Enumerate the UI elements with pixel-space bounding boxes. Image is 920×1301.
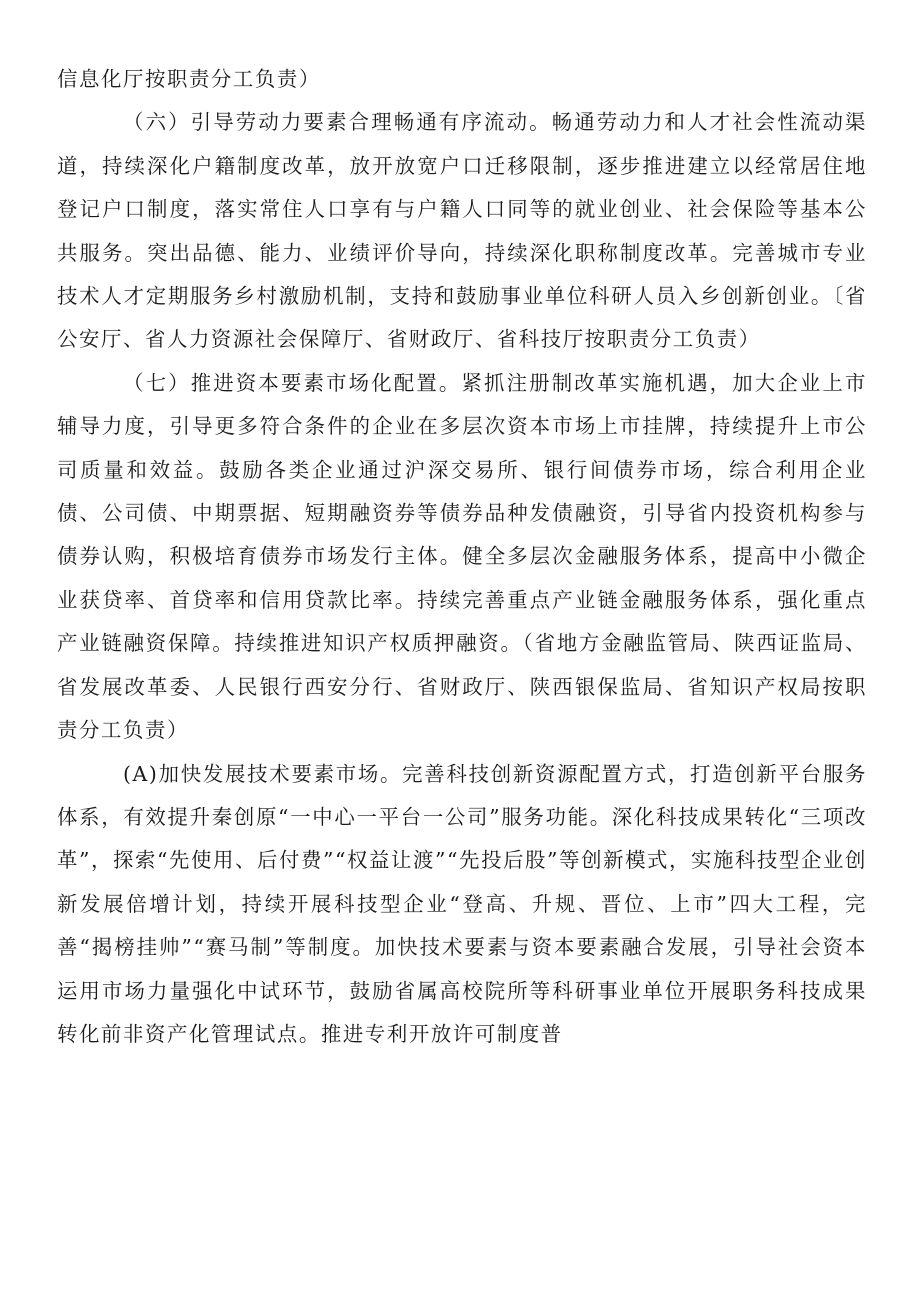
paragraph-section-8: (A)加快发展技术要素市场。完善科技创新资源配置方式，打造创新平台服务体系，有效提升秦创原“一中心一平台一公司”服务功能。深化科技成果转化“三项改革”，探索“先使用、后付费”“权益让渡”“先投后股”等创新模式，实施科技型企业创新发展倍增计划，持续开展科技型企业“登高、升规、晋位、上市”四大工程，完善“揭榜挂帅”“赛马制”等制度。加快技术要素与资本要素融合发展，引导社会资本运用市场力量强化中试环节，鼓励省属高校院所等科研事业单位开展职务科技成果转化前非资产化管理试点。推进专利开放许可制度普 bbox=[57, 761, 867, 1046]
paragraph-section-6: （六）引导劳动力要素合理畅通有序流动。畅通劳动力和人才社会性流动渠道，持续深化户籍制度改革，放开放宽户口迁移限制，逐步推进建立以经常居住地登记户口制度，落实常住人口享有与户籍人口同等的就业创业、社会保险等基本公共服务。突出品德、能力、业绩评价导向，持续深化职称制度改革。完善城市专业技术人才定期服务乡村激励机制，支持和鼓励事业单位科研人员入乡创新创业。〔省公安厅、省人力资源社会保障厅、省财政厅、省科技厅按职责分工负责） bbox=[57, 110, 867, 352]
document-page bbox=[57, 58, 867, 1056]
paragraph-continuation: 信息化厅按职责分工负责） bbox=[57, 67, 321, 91]
paragraph-section-7: （七）推进资本要素市场化配置。紧抓注册制改革实施机遇，加大企业上市辅导力度，引导更多符合条件的企业在多层次资本市场上市挂牌，持续提升上市公司质量和效益。鼓励各类企业通过沪深交易所、银行间债券市场，综合利用企业债、公司债、中期票据、短期融资券等债券品种发债融资，引导省内投资机构参与债券认购，积极培育债券市场发行主体。健全多层次金融服务体系，提高中小微企业获贷率、首贷率和信用贷款比率。持续完善重点产业链金融服务体系，强化重点产业链融资保障。持续推进知识产权质押融资。（省地方金融监管局、陕西证监局、省发展改革委、人民银行西安分行、省财政厅、陕西银保监局、省知识产权局按职责分工负责） bbox=[57, 370, 867, 743]
